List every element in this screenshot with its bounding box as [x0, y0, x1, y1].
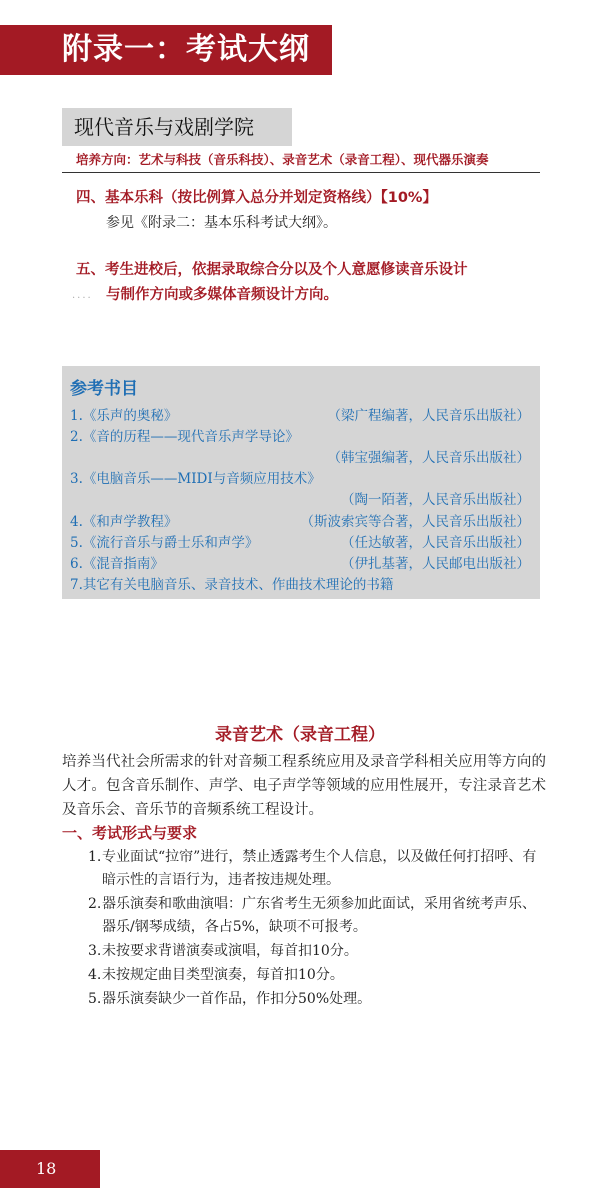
reference-publisher: （伊扎基著，人民邮电出版社） — [341, 556, 530, 572]
section5-line1: 五、考生进校后，依据录取综合分以及个人意愿修读音乐设计 — [76, 262, 468, 278]
reference-publisher: （陶一陌著，人民音乐出版社） — [341, 492, 530, 508]
recording-section-title: 录音艺术（录音工程） — [215, 725, 385, 745]
reference-book: 2.《音的历程——现代音乐声学导论》 — [70, 429, 299, 445]
appendix-banner: 附录一：考试大纲 — [0, 25, 332, 75]
requirement-item — [88, 988, 540, 1011]
decorative-dots: .... — [72, 290, 93, 301]
requirement-number: 5. — [88, 991, 102, 1007]
training-direction: 培养方向：艺术与科技（音乐科技）、录音艺术（录音工程）、现代器乐演奏 — [76, 152, 489, 167]
reference-book: 5.《流行音乐与爵士乐和声学》 — [70, 535, 259, 551]
reference-book: 4.《和声学教程》 — [70, 514, 178, 530]
requirement-text: 未按规定曲目类型演奏，每首扣10分。 — [102, 967, 344, 983]
requirement-number: 3. — [88, 943, 102, 959]
requirement-text: 器乐演奏和歌曲演唱：广东省考生无须参加此面试，采用省统考声乐、器乐/钢琴成绩，各占5%，缺项不可报考。 — [102, 896, 536, 935]
section4-note: 参见《附录二：基本乐科考试大纲》。 — [106, 215, 337, 231]
reference-publisher: （斯波索宾等合著，人民音乐出版社） — [300, 514, 530, 530]
reference-book: 1.《乐声的奥秘》 — [70, 408, 178, 424]
references-box — [62, 366, 540, 599]
page-number: 18 — [0, 1150, 100, 1188]
recording-intro: 培养当代社会所需求的针对音频工程系统应用及录音学科相关应用等方向的人才。包含音乐制作、声学、电子声学等领域的应用性展开，专注录音艺术及音乐会、音乐节的音频系统工程设计。 — [62, 754, 546, 818]
requirement-item — [88, 893, 540, 939]
exam-form-heading: 一、考试形式与要求 — [62, 824, 198, 842]
references-title: 参考书目 — [70, 379, 138, 399]
reference-publisher: （任达敏著，人民音乐出版社） — [341, 535, 530, 551]
requirement-item — [88, 964, 540, 987]
requirement-text: 未按要求背谱演奏或演唱，每首扣10分。 — [102, 943, 358, 959]
reference-publisher: （梁广程编著，人民音乐出版社） — [327, 408, 530, 424]
requirement-number: 4. — [88, 967, 102, 983]
section4-heading: 四、基本乐科（按比例算入总分并划定资格线）【10%】 — [76, 190, 437, 206]
divider-line — [62, 172, 540, 173]
requirement-text: 专业面试“拉帘”进行，禁止透露考生个人信息，以及做任何打招呼、有暗示性的言语行为，违者按违规处理。 — [102, 849, 537, 888]
requirement-text: 器乐演奏缺少一首作品，作扣分50%处理。 — [102, 991, 372, 1007]
requirement-item — [88, 846, 540, 892]
reference-book: 6.《混音指南》 — [70, 556, 164, 572]
requirement-number: 2. — [88, 896, 102, 912]
school-name: 现代音乐与戏剧学院 — [62, 108, 292, 146]
section5-line2: 与制作方向或多媒体音频设计方向。 — [106, 287, 338, 303]
reference-publisher: （韩宝强编著，人民音乐出版社） — [327, 450, 530, 466]
requirement-number: 1. — [88, 849, 102, 865]
reference-book: 7.其它有关电脑音乐、录音技术、作曲技术理论的书籍 — [70, 577, 394, 593]
requirement-item — [88, 940, 540, 963]
reference-book: 3.《电脑音乐——MIDI与音频应用技术》 — [70, 471, 321, 487]
